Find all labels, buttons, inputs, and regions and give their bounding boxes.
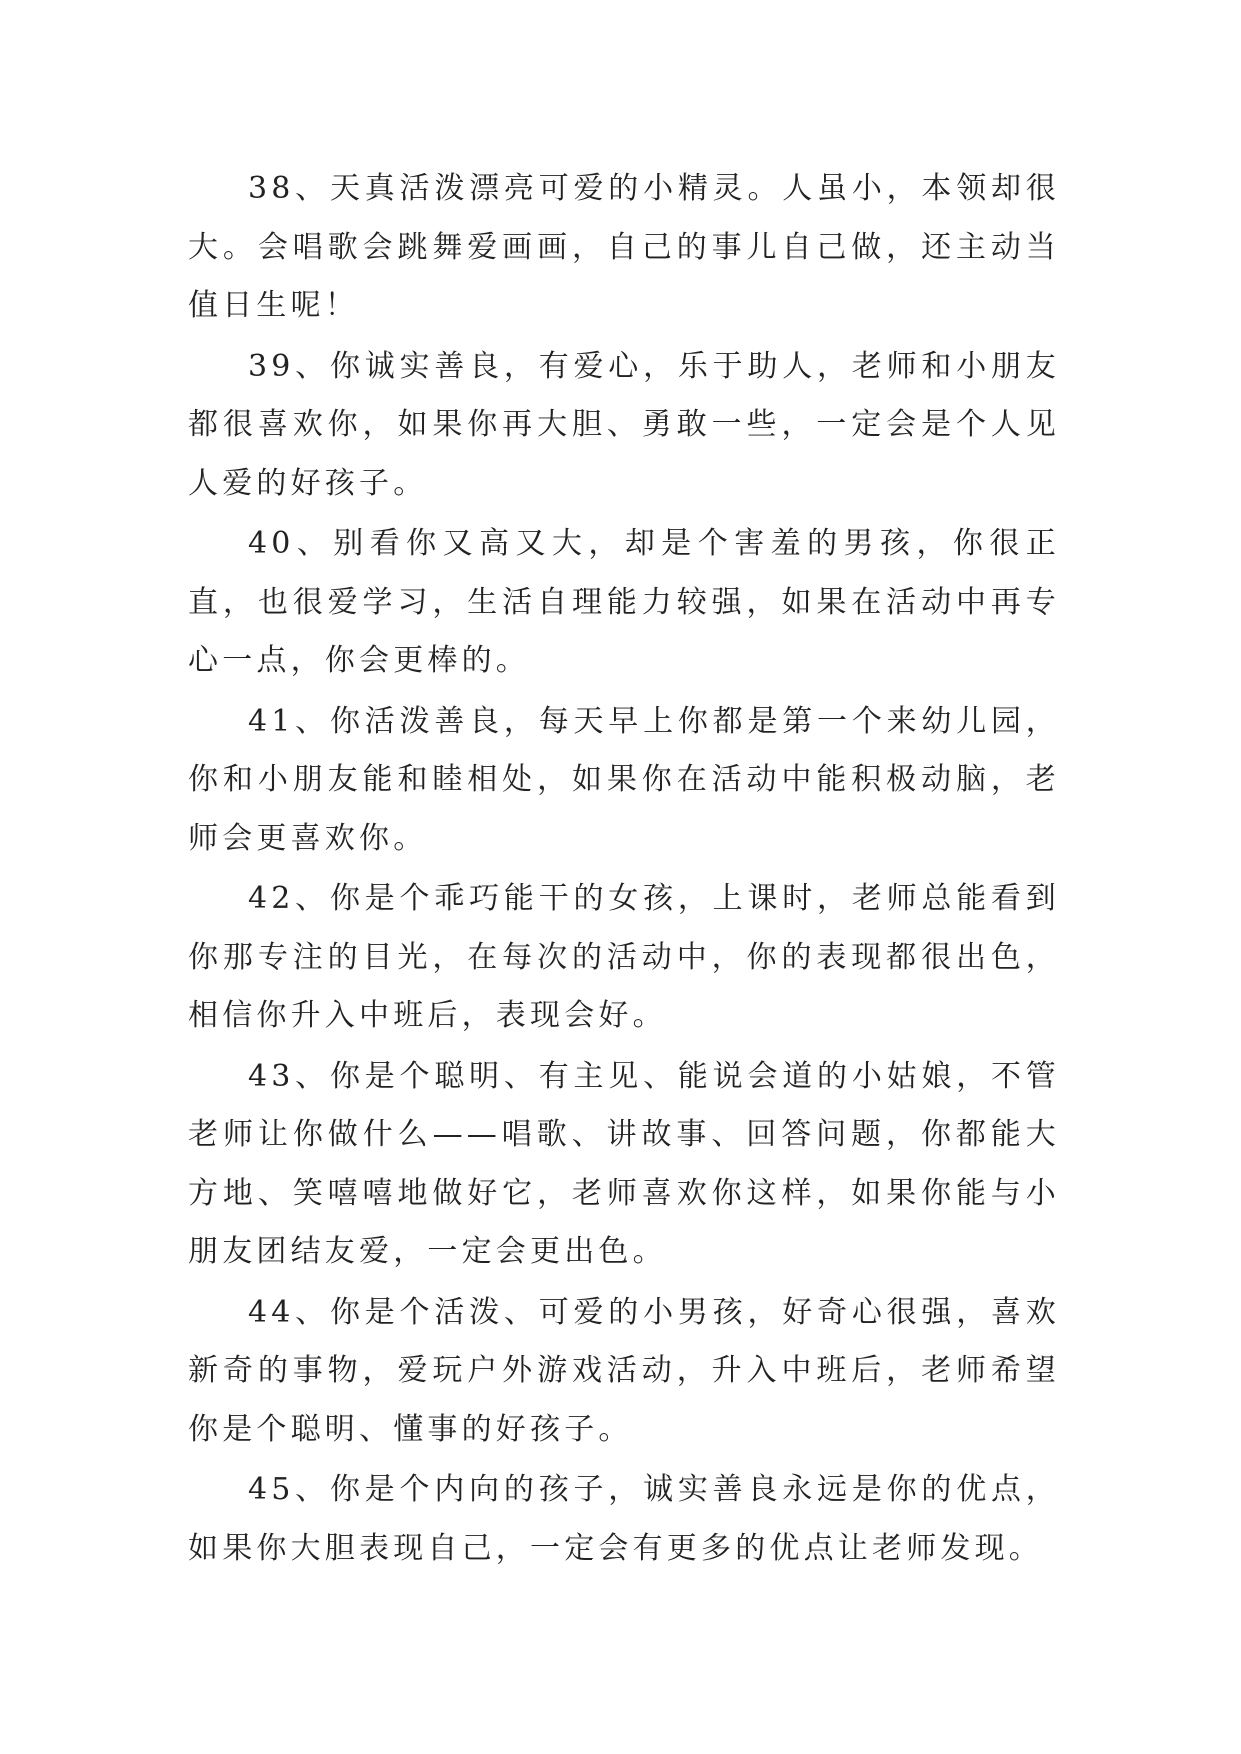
paragraph-43: 43、你是个聪明、有主见、能说会道的小姑娘，不管老师让你做什么——唱歌、讲故事、回答问题，你都能大方地、笑嘻嘻地做好它，老师喜欢你这样，如果你能与小朋友团结友爱，一定会更出色。: [188, 1058, 1060, 1269]
paragraph-39: 39、你诚实善良，有爱心，乐于助人，老师和小朋友都很喜欢你，如果你再大胆、勇敢一些，一定会是个人见人爱的好孩子。: [188, 348, 1060, 501]
paragraph-40: 40、别看你又高又大，却是个害羞的男孩，你很正直，也很爱学习，生活自理能力较强，如果在活动中再专心一点，你会更棒的。: [188, 526, 1060, 678]
paragraph-44: 44、你是个活泼、可爱的小男孩，好奇心很强，喜欢新奇的事物，爱玩户外游戏活动，升入中班后，老师希望你是个聪明、懂事的好孩子。: [188, 1294, 1060, 1447]
paragraph-38: 38、天真活泼漂亮可爱的小精灵。人虽小，本领却很大。会唱歌会跳舞爱画画，自己的事儿自己做，还主动当值日生呢！: [188, 171, 1060, 323]
paragraph-42: 42、你是个乖巧能干的女孩，上课时，老师总能看到你那专注的目光，在每次的活动中，你的表现都很出色，相信你升入中班后，表现会好。: [188, 881, 1060, 1033]
document-body: [188, 160, 1060, 1580]
paragraph-45: 45、你是个内向的孩子，诚实善良永远是你的优点，如果你大胆表现自己，一定会有更多的优点让老师发现。: [188, 1472, 1060, 1566]
paragraph-41: 41、你活泼善良，每天早上你都是第一个来幼儿园，你和小朋友能和睦相处，如果你在活动中能积极动脑，老师会更喜欢你。: [188, 703, 1060, 856]
